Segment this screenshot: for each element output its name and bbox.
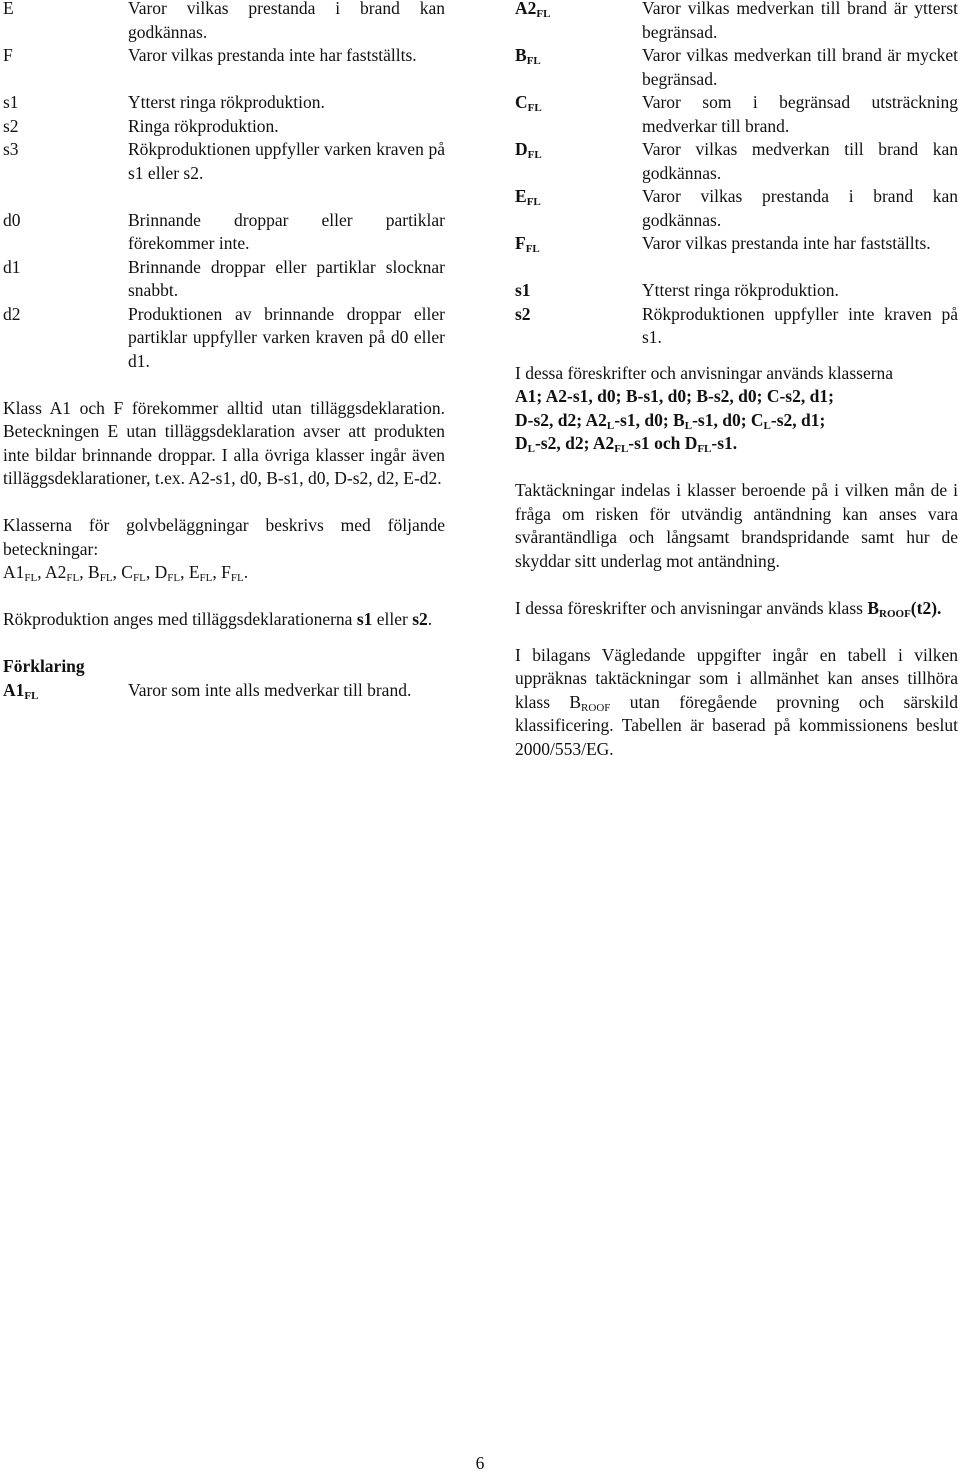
def-row-s3 [3, 138, 445, 185]
def-row-a1fl [3, 679, 445, 703]
def-row-d0 [3, 209, 445, 256]
def-desc: Varor som i begränsad utsträckning medverkar till brand. [642, 92, 958, 136]
def-term: $C_{FL}$ [515, 92, 542, 114]
def-desc: Rökproduktionen uppfyller varken kraven på s1 eller s2. [128, 139, 445, 183]
used-classes-intro: I dessa föreskrifter och anvisningar används klasserna [515, 362, 894, 383]
def-term: s2 [3, 115, 19, 136]
def-row-s2-floor [515, 303, 958, 350]
def-row-dfl [515, 138, 958, 185]
def-term: s1 [515, 280, 531, 300]
def-desc: Varor vilkas medverkan till brand är ytterst begränsad. [642, 0, 958, 42]
def-desc: Ytterst ringa rökproduktion. [642, 280, 839, 300]
right-column [515, 0, 958, 761]
def-term: $D_{FL}$ [515, 139, 542, 161]
def-row-efl [515, 185, 958, 232]
def-term: d0 [3, 209, 21, 230]
def-desc: Brinnande droppar eller partiklar förekommer inte. [128, 209, 445, 253]
paragraph-appendix-table: I bilagans Vägledande uppgifter ingår en tabell i vilken uppräknas taktäckningar som i allmänhet kan anses tillhöra klass $B_{ROOF}$ utan föregående provning och särskild klassificering. Tabellen är baserad på kommissionens beslut 2000/553/EG. [515, 644, 958, 759]
def-row-s2 [3, 115, 445, 139]
paragraph-roof-coverings: Taktäckningar indelas i klasser beroende på i vilken mån de i fråga om risken för utvändig antändning kan anses vara svårantändliga och långsamt brandspridande samt hur de skyddar sitt underlag mot antändning. [515, 480, 958, 571]
def-row-d1 [3, 256, 445, 303]
def-row-e [3, 0, 445, 44]
paragraph-floor-classes-text: Klasserna för golvbeläggningar beskrivs med följande beteckningar: [3, 515, 445, 559]
def-desc: Varor som inte alls medverkar till brand. [128, 679, 412, 700]
floor-class-list: $A1_{FL}$, $A2_{FL}$, $B_{FL}$, $C_{FL}$, $D_{FL}$, $E_{FL}$, $F_{FL}$. [3, 562, 249, 584]
def-desc: Varor vilkas prestanda inte har fastställts. [642, 233, 931, 253]
paragraph-broof-class: I dessa föreskrifter och anvisningar används klass $B_{ROOF}(t2)$. [515, 597, 942, 620]
def-desc: Varor vilkas medverkan till brand kan godkännas. [642, 139, 958, 183]
def-desc: Varor vilkas prestanda i brand kan godkännas. [128, 0, 445, 42]
def-desc: Rökproduktionen uppfyller inte kraven på s1. [642, 303, 958, 347]
def-desc: Varor vilkas prestanda inte har fastställts. [128, 45, 417, 65]
paragraph-smoke-production: Rökproduktion anges med tilläggsdeklarationerna s1 eller s2. [3, 609, 433, 629]
def-row-d2 [3, 303, 445, 374]
def-term: $F_{FL}$ [515, 233, 540, 255]
used-classes-list: A1; A2-s1, d0; B-s1, d0; B-s2, d0; C-s2, d1; D-s2, d2; $A2_L-s1$, d0; $B_L-s1$, d0; $C_L-s2$, d1; $D_L-s2$, d2; $A2_{FL}-s1$ och $D_{FL}-s1$. [515, 386, 834, 455]
def-term: d1 [3, 256, 21, 277]
def-row-f [3, 44, 445, 68]
paragraph-floor-classes [3, 514, 445, 585]
def-row-s1-floor [515, 279, 958, 303]
def-desc: Produktionen av brinnande droppar eller partiklar uppfyller varken kraven på d0 eller d1. [128, 303, 445, 371]
def-row-cfl [515, 91, 958, 138]
def-desc: Varor vilkas prestanda i brand kan godkännas. [642, 186, 958, 230]
def-term: $E_{FL}$ [515, 186, 541, 208]
def-desc: Varor vilkas medverkan till brand är mycket begränsad. [642, 45, 958, 89]
paragraph-used-classes [515, 362, 958, 456]
def-term: E [3, 0, 14, 18]
def-row-a2fl [515, 0, 958, 44]
def-desc: Brinnande droppar eller partiklar slocknar snabbt. [128, 256, 445, 300]
def-term: s2 [515, 303, 531, 324]
legend-heading: Förklaring [3, 656, 85, 676]
def-term: $A2_{FL}$ [515, 0, 551, 20]
left-column [3, 0, 445, 702]
def-term: s3 [3, 139, 19, 159]
def-term: F [3, 45, 13, 65]
def-term: d2 [3, 303, 21, 324]
def-term: $A1_{FL}$ [3, 679, 39, 702]
def-row-s1 [3, 91, 445, 115]
def-term: $B_{FL}$ [515, 45, 541, 67]
paragraph-class-a1-f: Klass A1 och F förekommer alltid utan tilläggsdeklaration. Beteckningen E utan tilläggsdeklaration avser att produkten inte bildar brinnande droppar. I alla övriga klasser ingår även tilläggsdeklarationer, t.ex. A2-s1, d0, B-s1, d0, D-s2, d2, E-d2. [3, 397, 445, 488]
page-number: 6 [475, 1453, 485, 1473]
def-row-bfl [515, 44, 958, 91]
def-row-ffl [515, 232, 958, 256]
def-term: s1 [3, 92, 19, 112]
def-desc: Ytterst ringa rökproduktion. [128, 92, 325, 112]
def-desc: Ringa rökproduktion. [128, 115, 279, 136]
